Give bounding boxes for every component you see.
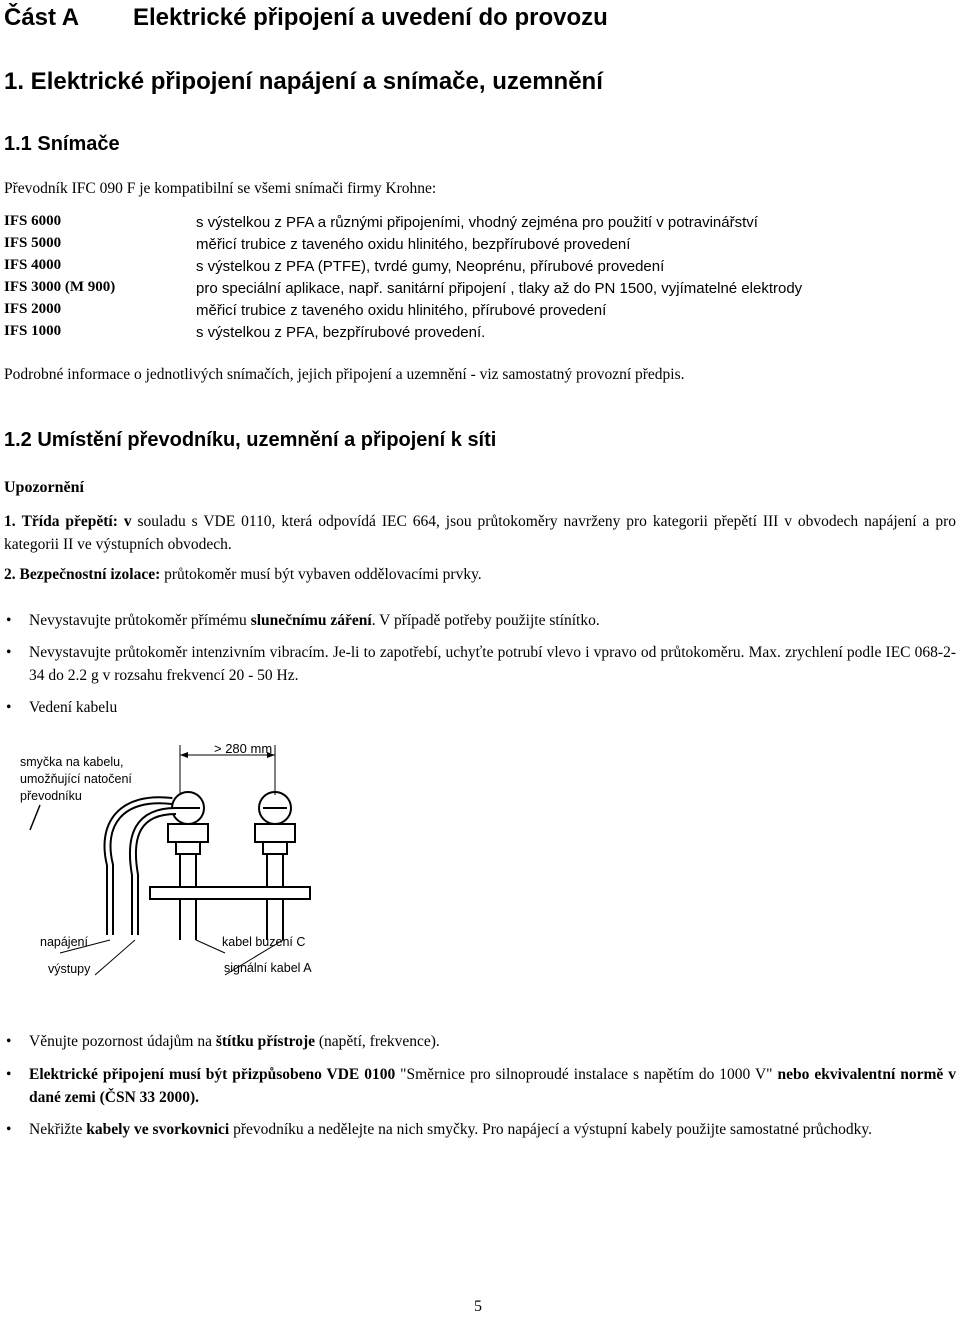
insulation-text: průtokoměr musí být vybaven oddělovacími prvky. bbox=[160, 566, 482, 583]
bullet-icon: • bbox=[6, 1121, 12, 1138]
bullet-icon: • bbox=[6, 1066, 12, 1083]
detail-note: Podrobné informace o jednotlivých snímačích, jejich připojení a uzemnění - viz samostatný provozní předpis. bbox=[4, 366, 685, 383]
sensor-desc: s výstelkou z PFA a různými připojeními, vhodný zejména pro použití v potravinářství bbox=[196, 214, 758, 231]
section-heading-1-1: 1.1 Snímače bbox=[4, 133, 120, 155]
outputs-label: výstupy bbox=[48, 962, 91, 976]
cable-routing-figure bbox=[0, 735, 400, 985]
loop-label: smyčka na kabelu, bbox=[20, 755, 124, 769]
list-item bbox=[4, 1118, 956, 1164]
part-title: Elektrické připojení a uvedení do provozu bbox=[133, 4, 608, 31]
list-item bbox=[4, 641, 956, 687]
sensor-name: IFS 4000 bbox=[4, 257, 62, 273]
item-number: 2. bbox=[4, 566, 16, 583]
distance-label: > 280 mm bbox=[214, 741, 273, 756]
warning-title: Upozornění bbox=[4, 479, 84, 496]
item-number: 1. bbox=[4, 513, 16, 530]
overvoltage-label: Třída přepětí: v bbox=[21, 513, 132, 530]
part-label: Část A bbox=[4, 4, 80, 31]
list-item-text: Vedení kabelu bbox=[29, 699, 118, 716]
loop-label: převodníku bbox=[20, 789, 82, 803]
section-heading-1-2: 1.2 Umístění převodníku, uzemnění a připojení k síti bbox=[4, 429, 497, 451]
sensor-name: IFS 6000 bbox=[4, 213, 62, 229]
list-item bbox=[4, 609, 956, 632]
overvoltage-paragraph bbox=[4, 510, 956, 556]
pipe bbox=[150, 887, 310, 899]
insulation-paragraph bbox=[4, 566, 482, 584]
sensor-name: IFS 5000 bbox=[4, 235, 62, 251]
page-number: 5 bbox=[474, 1298, 482, 1315]
signal-cable-label: signální kabel A bbox=[224, 961, 312, 975]
sensor-desc: měřicí trubice z taveného oxidu hlinitého, bezpřírubové provedení bbox=[196, 236, 631, 253]
list-item bbox=[4, 1063, 956, 1109]
bullet-icon: • bbox=[6, 1033, 12, 1050]
bullet-icon: • bbox=[6, 699, 12, 716]
list-item bbox=[4, 696, 956, 719]
sensor-name: IFS 2000 bbox=[4, 301, 62, 317]
sensor-name: IFS 1000 bbox=[4, 323, 62, 339]
overvoltage-text: souladu s VDE 0110, která odpovídá IEC 664, jsou průtokoměry navrženy pro kategorii přepětí III v obvodech napájení a pro kategorii II ve výstupních obvodech. bbox=[4, 513, 957, 553]
loop-label: umožňující natočení bbox=[20, 772, 132, 786]
list-item-text: Věnujte pozornost údajům na štítku přístroje (napětí, frekvence). bbox=[29, 1033, 440, 1050]
sensor-desc: měřicí trubice z taveného oxidu hlinitého, přírubové provedení bbox=[196, 302, 607, 319]
list-item-text: Nevystavujte průtokoměr intenzivním vibracím. Je-li to zapotřebí, uchyťte potrubí vlevo i vpravo od průtokoměru. Max. zrychlení podle IEC 068-2-34 do 2.2 g v rozsahu frekvencí 20 - 50 Hz. bbox=[29, 644, 956, 684]
sensor-desc: s výstelkou z PFA (PTFE), tvrdé gumy, Neoprénu, přírubové provedení bbox=[196, 258, 665, 275]
list-item-text: Nekřižte kabely ve svorkovnici převodníku a nedělejte na nich smyčky. Pro napájecí a výstupní kabely použijte samostatné průchodky. bbox=[29, 1121, 872, 1138]
power-label: napájení bbox=[40, 935, 88, 949]
excitation-cable-label: kabel buzení C bbox=[222, 935, 306, 949]
insulation-label: Bezpečnostní izolace: bbox=[19, 566, 161, 583]
list-item-text: Nevystavujte průtokoměr přímému slunečnímu záření. V případě potřeby použijte stínítko. bbox=[29, 612, 600, 629]
list-item-text: Elektrické připojení musí být přizpůsobeno VDE 0100 "Směrnice pro silnoproudé instalace s napětím do 1000 V" nebo ekvivalentní normě v dané zemi (ČSN 33 2000). bbox=[29, 1066, 956, 1106]
converter-right bbox=[255, 792, 295, 887]
bullet-icon: • bbox=[6, 644, 12, 661]
sensor-desc: s výstelkou z PFA, bezpřírubové provedení. bbox=[196, 324, 486, 341]
section-heading-1: 1. Elektrické připojení napájení a snímače, uzemnění bbox=[4, 68, 603, 95]
sensor-name: IFS 3000 (M 900) bbox=[4, 279, 116, 295]
sensor-desc: pro speciální aplikace, např. sanitární připojení , tlaky až do PN 1500, vyjímatelné elektrody bbox=[196, 280, 803, 297]
converter-left bbox=[168, 792, 208, 887]
intro-text: Převodník IFC 090 F je kompatibilní se všemi snímači firmy Krohne: bbox=[4, 180, 437, 197]
list-item bbox=[4, 1030, 956, 1053]
bullet-icon: • bbox=[6, 612, 12, 629]
